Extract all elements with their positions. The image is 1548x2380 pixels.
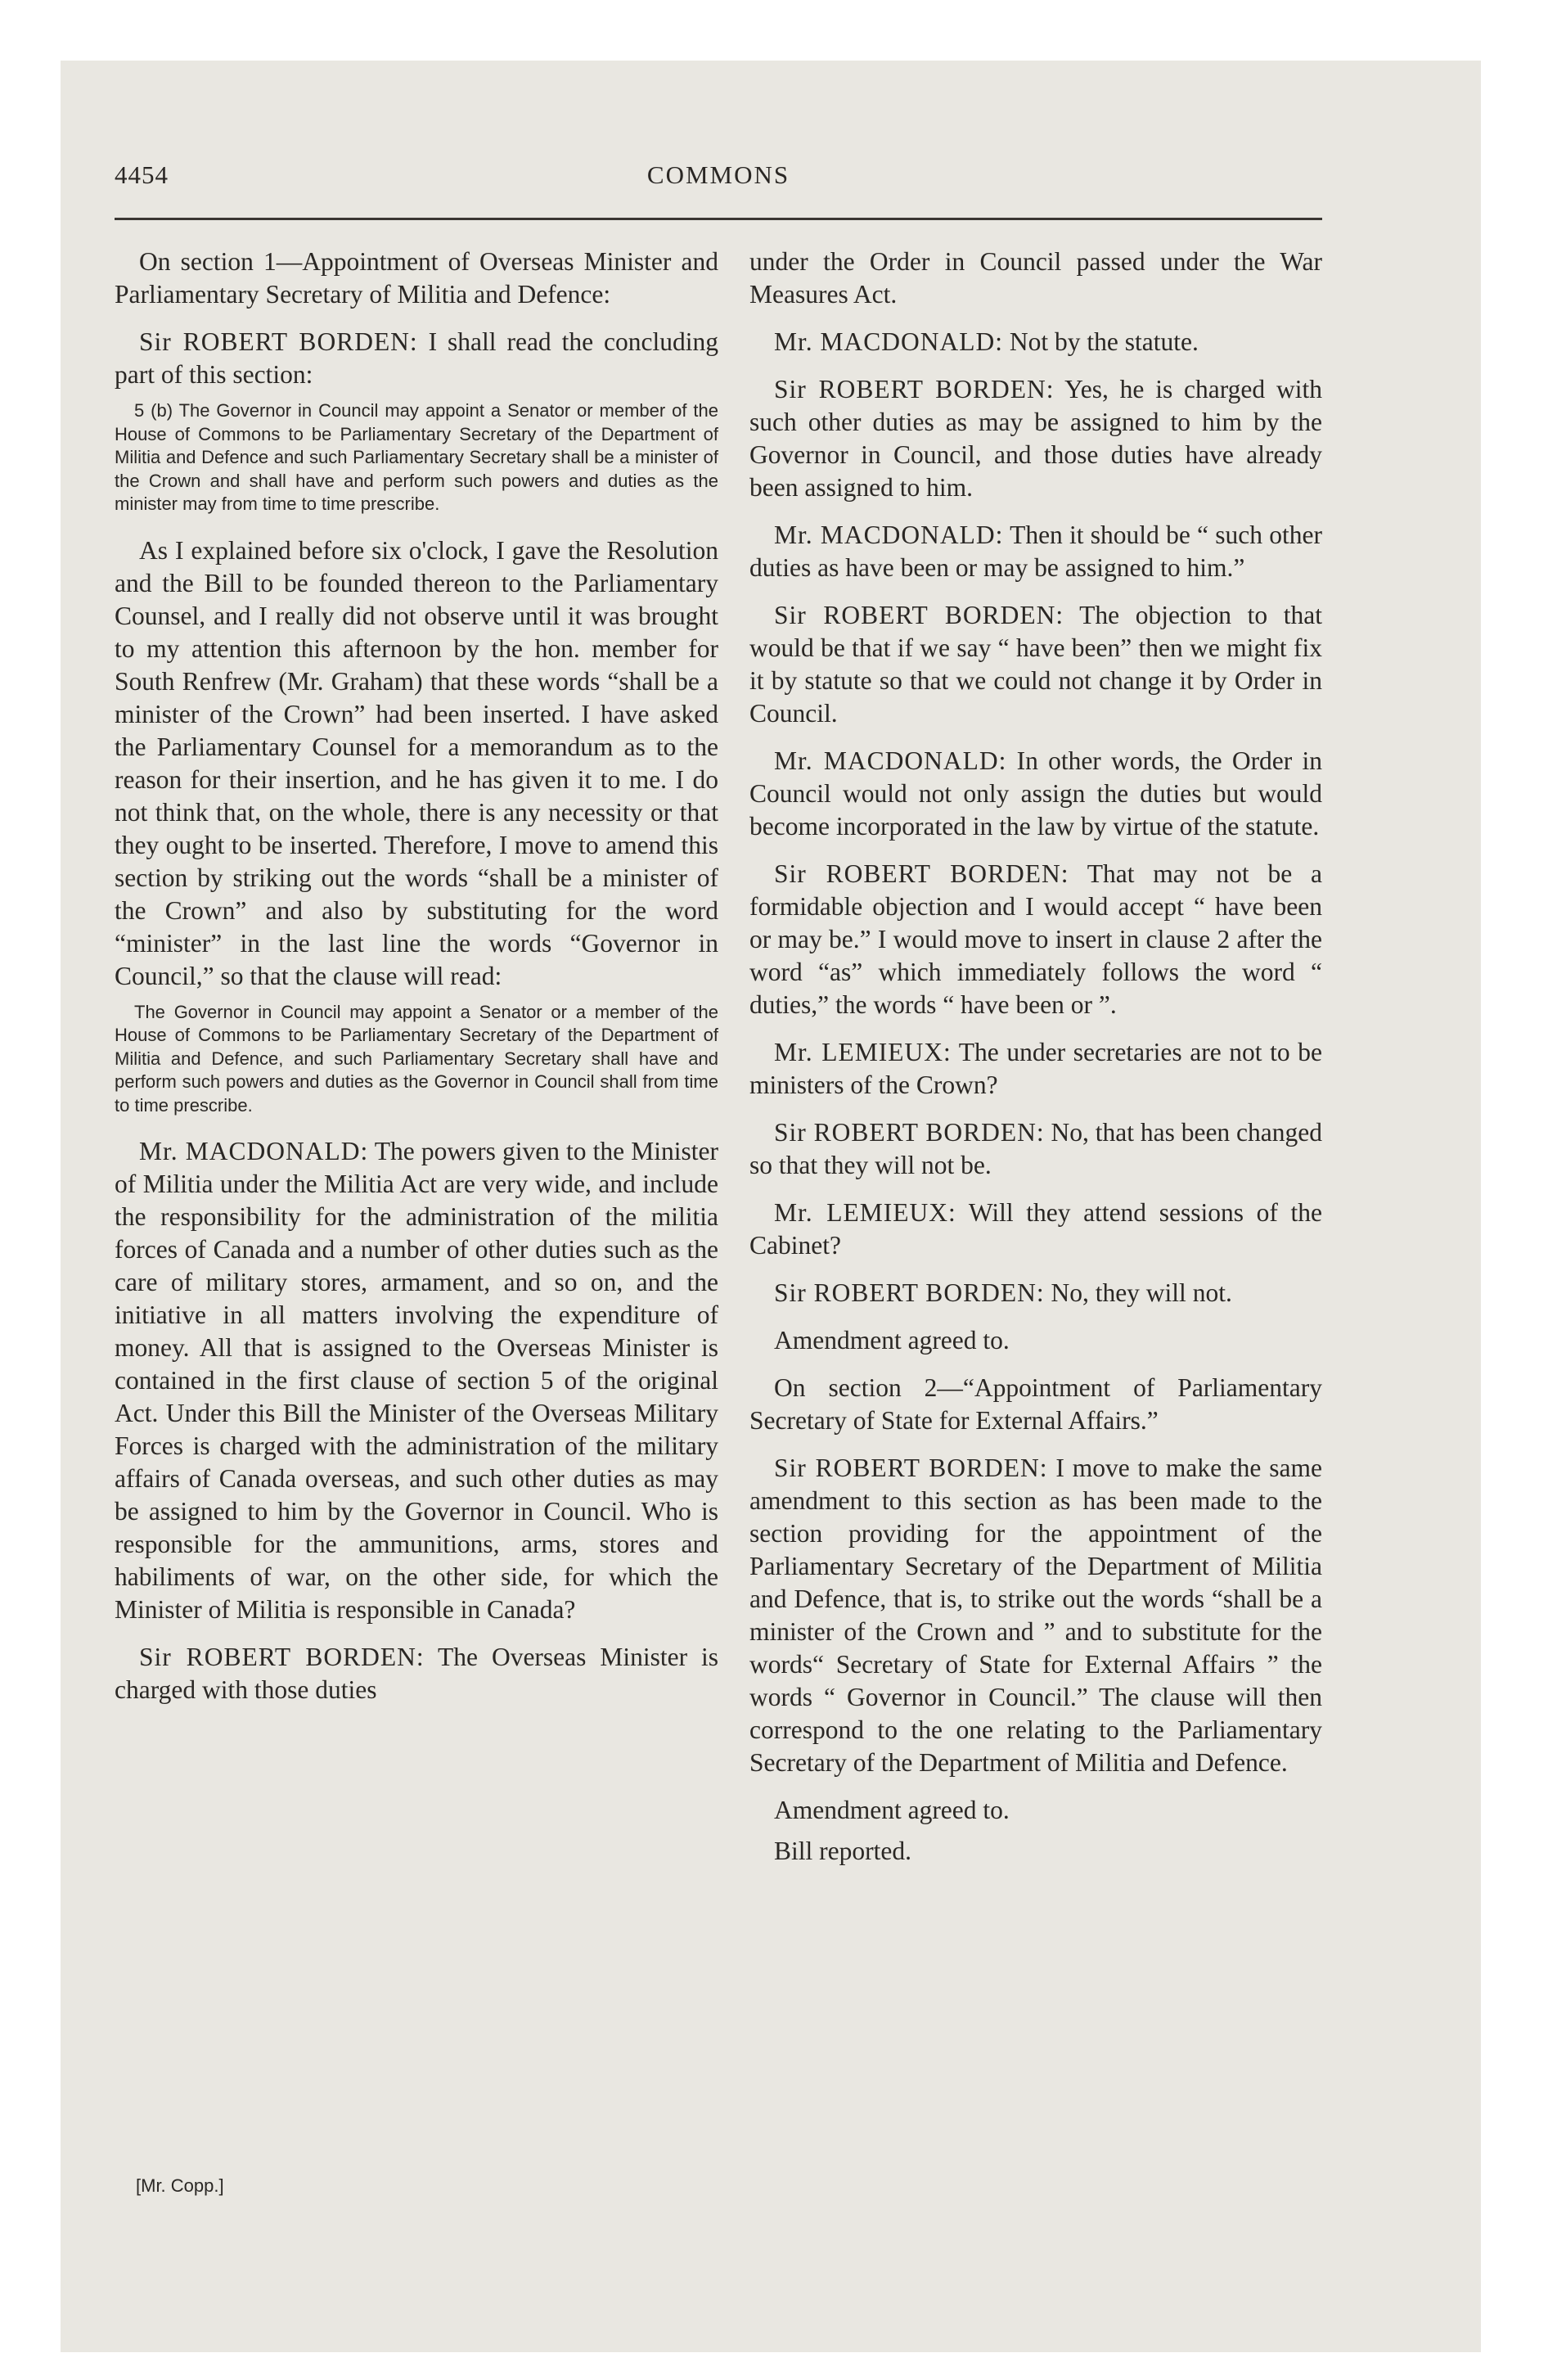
speech-paragraph [115, 326, 718, 391]
procedural-note: Amendment agreed to. [774, 1326, 1010, 1355]
speech-text: That may not be a formidable objection and I would accept “ have been or may be.” I would move to insert in clause 2 after the word “as” which immediately follows the word “ duties,” the words “ have been or ”. [749, 859, 1322, 1019]
running-head: COMMONS [646, 160, 790, 189]
speech-paragraph [115, 1135, 718, 1626]
speech-paragraph [749, 1452, 1322, 1779]
quoted-clause: The Governor in Council may appoint a Senator or a member of the House of Commons to be Parliamentary Secretary of the Department of Militia and Defence, and such Parliamentary Secretary shall have and perform such powers and duties as the Governor in Council shall from time to time prescribe. [115, 1001, 718, 1116]
speech-text: The objection to that would be that if we say “ have been” then we might fix it by statute so that we could not change it by Order in Council. [749, 601, 1322, 728]
speaker-name: Sir ROBERT BORDEN: [774, 601, 1064, 629]
speech-text: The Overseas Minister is charged with those duties [115, 1643, 719, 1704]
speech-paragraph [115, 1641, 718, 1706]
speech-text: Yes, he is charged with such other duties as may be assigned to him by the Governor in Council, and those duties have already been assigned to him. [749, 375, 1322, 502]
speaker-name: Mr. LEMIEUX: [774, 1038, 952, 1066]
speaker-name: Sir ROBERT BORDEN: [774, 1118, 1045, 1147]
header-rule [115, 218, 1322, 220]
speech-paragraph [749, 745, 1322, 843]
speech-text: Not by the statute. [1003, 327, 1199, 356]
page-number: 4454 [115, 160, 169, 189]
footer-credit: [Mr. Copp.] [136, 2175, 224, 2196]
quoted-clause: 5 (b) The Governor in Council may appoint a Senator or member of the House of Commons to be Parliamentary Secretary of the Department of Militia and Defence and such Parliamentary Secretary shall be a minister of the Crown and shall have and perform such powers and duties as the minister may from time to time prescribe. [115, 400, 718, 514]
speaker-name: Mr. MACDONALD: [774, 327, 1004, 356]
procedural-note: Bill reported. [774, 1837, 911, 1865]
speech-text: Then it should be “ such other duties as have been or may be assigned to him.” [749, 521, 1322, 582]
speech-paragraph [749, 1197, 1322, 1262]
procedural-note: Amendment agreed to. [774, 1796, 1010, 1824]
speech-text: Will they attend sessions of the Cabinet? [749, 1198, 1322, 1260]
speech-paragraph [749, 1116, 1322, 1182]
speaker-name: Sir ROBERT BORDEN: [774, 859, 1069, 888]
speaker-name: Sir ROBERT BORDEN: [774, 1454, 1048, 1482]
speaker-name: Sir ROBERT BORDEN: [774, 1278, 1045, 1307]
speech-text: No, they will not. [1044, 1278, 1232, 1307]
speech-text: In other words, the Order in Council would not only assign the duties but would become incorporated in the law by virtue of the statute. [749, 746, 1323, 841]
page-header [115, 160, 1322, 210]
section-heading: On section 1—Appointment of Overseas Minister and Parliamentary Secretary of Militia and Defence: [115, 247, 718, 309]
speech-text: The under secretaries are not to be ministers of the Crown? [749, 1038, 1323, 1099]
speaker-name: Mr. MACDONALD: [139, 1137, 369, 1165]
speech-paragraph [749, 326, 1322, 358]
speaker-name: Mr. MACDONALD: [774, 521, 1004, 549]
speech-paragraph [749, 373, 1322, 504]
speech-paragraph [749, 858, 1322, 1021]
speech-paragraph [749, 519, 1322, 584]
left-column [115, 246, 718, 1721]
right-column [749, 246, 1322, 1882]
speech-paragraph [749, 599, 1322, 730]
speaker-name: Sir ROBERT BORDEN: [139, 327, 418, 356]
speaker-name: Sir ROBERT BORDEN: [774, 375, 1055, 403]
speaker-name: Sir ROBERT BORDEN: [139, 1643, 425, 1671]
speech-paragraph [749, 1277, 1322, 1309]
speaker-name: Mr. LEMIEUX: [774, 1198, 956, 1227]
section-heading: On section 2—“Appointment of Parliamentary Secretary of State for External Affairs.” [749, 1373, 1322, 1435]
speech-text: I shall read the concluding part of this section: [115, 327, 718, 389]
speech-text: The powers given to the Minister of Militia under the Militia Act are very wide, and include the responsibility for the administration of the militia forces of Canada and a number of other duties such as the care of military stores, armament, and so on, and the initiative in all matters involving the expenditure of money. All that is assigned to the Overseas Minister is contained in the first clause of section 5 of the original Act. Under this Bill the Minister of the Overseas Military Forces is charged with the administration of the military affairs of Canada overseas, and such other duties as may be assigned to him by the Governor in Council. Who is responsible for the ammunitions, arms, stores and habiliments of war, on the other side, for which the Minister of Militia is responsible in Canada? [115, 1137, 718, 1624]
speech-text: No, that has been changed so that they will not be. [749, 1118, 1322, 1179]
speech-paragraph: under the Order in Council passed under the War Measures Act. [749, 247, 1322, 309]
speech-paragraph [749, 1036, 1322, 1102]
speaker-name: Mr. MACDONALD: [774, 746, 1007, 775]
speech-text: I move to make the same amendment to this section as has been made to the section providing for the appointment of the Parliamentary Secretary of the Department of Militia and Defence, that is, to strike out the words “shall be a minister of the Crown and ” and to substitute for the words“ Secretary of State for External Affairs ” the words “ Governor in Council.” The clause will then correspond to the one relating to the Parliamentary Secretary of the Department of Militia and Defence. [749, 1454, 1322, 1777]
speech-paragraph: As I explained before six o'clock, I gave the Resolution and the Bill to be founded thereon to the Parliamentary Counsel, and I really did not observe until it was brought to my attention this afternoon by the hon. member for South Renfrew (Mr. Graham) that these words “shall be a minister of the Crown” had been inserted. I have asked the Parliamentary Counsel for a memorandum as to the reason for their insertion, and he has given it to me. I do not think that, on the whole, there is any necessity or that they ought to be inserted. Therefore, I move to amend this section by striking out the words “shall be a minister of the Crown” and also by substituting for the word “minister” in the last line the words “Governor in Council,” so that the clause will read: [115, 535, 718, 990]
